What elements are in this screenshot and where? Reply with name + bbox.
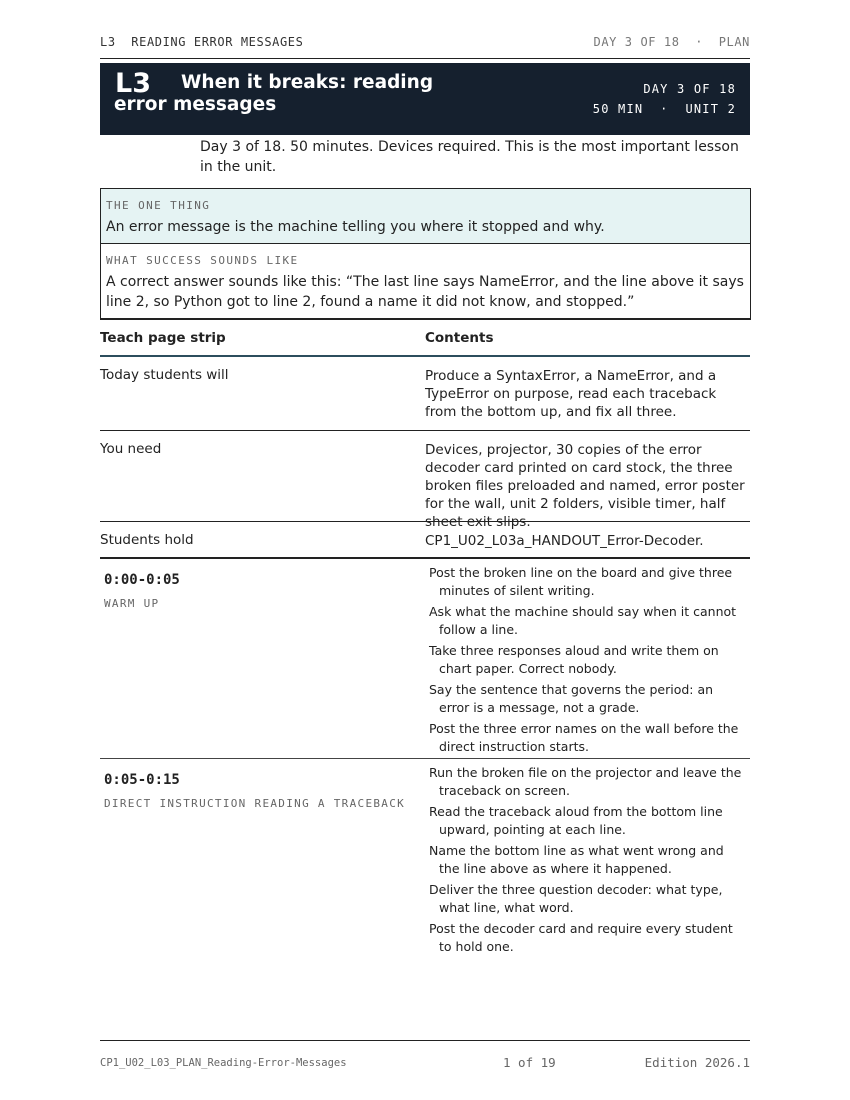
strip-row-content: Produce a SyntaxError, a NameError, and a TypeError on purpose, read each traceback from the bottom up, and fix all three. [425, 368, 717, 420]
lesson-title: When it breaks: reading error messages [114, 72, 434, 115]
one-thing-text: An error message is the machine telling you where it stopped and why. [106, 219, 605, 235]
success-text: A correct answer sounds like this: “The last line says NameError, and the line above it says line 2, so Python got to line 2, found a name it did not know, and stopped.” [106, 274, 744, 310]
running-header-day: DAY 3 OF 18 · PLAN [593, 35, 750, 49]
one-thing-label: THE ONE THING [106, 199, 211, 212]
timeline-segment [100, 559, 750, 759]
strip-row-content: CP1_U02_L03a_HANDOUT_Error-Decoder. [425, 533, 704, 549]
list-item: Read the traceback aloud from the bottom line upward, pointing at each line. [429, 804, 723, 837]
list-item: Post the three error names on the wall before the direct instruction starts. [429, 721, 739, 754]
segment-label: DIRECT INSTRUCTION READING A TRACEBACK [104, 797, 406, 810]
list-item: Post the broken line on the board and give three minutes of silent writing. [429, 565, 733, 598]
strip-row-label: Today students will [100, 367, 229, 383]
segment-steps [429, 564, 744, 759]
strip-header-left: Teach page strip [100, 330, 226, 346]
table-row [100, 357, 750, 431]
banner-day: DAY 3 OF 18 [643, 82, 736, 96]
list-item: Take three responses aloud and write them on chart paper. Correct nobody. [429, 643, 719, 676]
segment-time: 0:00-0:05 [104, 572, 180, 588]
table-row [100, 431, 750, 530]
lesson-banner [100, 63, 750, 135]
list-item: Run the broken file on the projector and leave the traceback on screen. [429, 765, 742, 798]
table-row [100, 522, 750, 559]
one-thing-callout [100, 188, 751, 244]
footer-doc-id: CP1_U02_L03_PLAN_Reading-Error-Messages [100, 1057, 347, 1069]
strip-header-right: Contents [425, 330, 494, 346]
list-item: Post the decoder card and require every student to hold one. [429, 921, 733, 954]
success-callout [100, 243, 751, 320]
segment-time: 0:05-0:15 [104, 772, 180, 788]
footer-edition: Edition 2026.1 [644, 1055, 750, 1070]
list-item: Name the bottom line as what went wrong and the line above as where it happened. [429, 843, 724, 876]
segment-label: WARM UP [104, 597, 160, 610]
lesson-code: L3 [115, 68, 151, 99]
intro-text: Day 3 of 18. 50 minutes. Devices required. This is the most important lesson in the unit. [200, 139, 739, 175]
strip-table-header [100, 320, 750, 357]
timeline-segment [100, 759, 750, 959]
running-header [100, 35, 750, 59]
success-label: WHAT SUCCESS SOUNDS LIKE [106, 254, 299, 267]
list-item: Ask what the machine should say when it cannot follow a line. [429, 604, 737, 637]
list-item: Deliver the three question decoder: what type, what line, what word. [429, 882, 723, 915]
banner-duration-unit: 50 MIN · UNIT 2 [592, 102, 736, 116]
strip-row-content: Devices, projector, 30 copies of the error decoder card printed on card stock, the three broken files preloaded and named, error poster for the wall, unit 2 folders, visible timer, half sheet exit slips. [425, 442, 745, 530]
list-item: Say the sentence that governs the period: an error is a message, not a grade. [429, 682, 714, 715]
footer-page-number: 1 of 19 [503, 1055, 556, 1070]
page-footer [100, 1040, 750, 1070]
segment-steps [429, 764, 744, 959]
strip-row-label: You need [100, 441, 162, 457]
strip-row-label: Students hold [100, 532, 194, 548]
running-header-lesson: L3 READING ERROR MESSAGES [100, 35, 304, 49]
